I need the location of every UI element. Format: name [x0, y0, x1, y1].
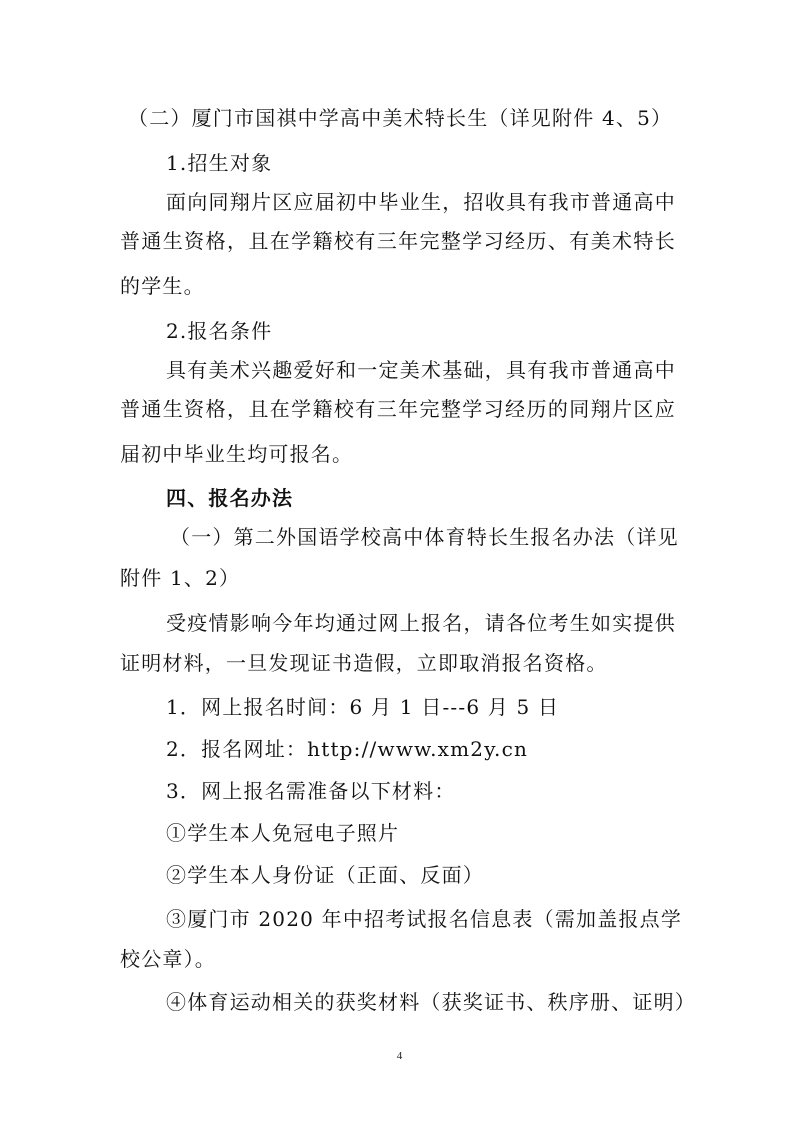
section-heading-guoqi-art: （二）厦门市国祺中学高中美术特长生（详见附件 4、5） [128, 106, 673, 130]
paragraph-line: 普通生资格，且在学籍校有三年完整学习经历、有美术特长 [120, 229, 676, 253]
material-item-awards: ④体育运动相关的获奖材料（获奖证书、秩序册、证明） [166, 990, 696, 1014]
paragraph-line: 面向同翔片区应届初中毕业生，招收具有我市普通高中 [166, 190, 676, 214]
material-item-id-card: ②学生本人身份证（正面、反面） [166, 863, 484, 887]
section-heading-registration-method: 四、报名办法 [166, 486, 294, 510]
subheading-registration-conditions: 2.报名条件 [166, 319, 273, 343]
list-item-materials: 3．网上报名需准备以下材料： [166, 779, 456, 803]
subsection-heading-line: （一）第二外国语学校高中体育特长生报名办法（详见 [170, 525, 679, 549]
paragraph-line: 受疫情影响今年均通过网上报名，请各位考生如实提供 [166, 611, 676, 635]
material-item-photo: ①学生本人免冠电子照片 [166, 821, 400, 845]
page-number: 4 [396, 1050, 403, 1062]
paragraph-line: 证明材料，一旦发现证书造假，立即取消报名资格。 [120, 651, 608, 675]
subsection-heading-line: 附件 1、2） [120, 566, 241, 590]
material-item-info-form: ③厦门市 2020 年中招考试报名信息表（需加盖报点学 [166, 907, 683, 931]
paragraph-line: 具有美术兴趣爱好和一定美术基础，具有我市普通高中 [166, 358, 676, 382]
list-item-registration-url: 2．报名网址：http://www.xm2y.cn [166, 737, 529, 761]
paragraph-line: 届初中毕业生均可报名。 [120, 442, 354, 466]
list-item-registration-time: 1．网上报名时间：6 月 1 日---6 月 5 日 [166, 695, 560, 719]
material-item-info-form-cont: 校公章）。 [120, 947, 216, 971]
subheading-enrollment-target: 1.招生对象 [166, 151, 273, 175]
paragraph-line: 普通生资格，且在学籍校有三年完整学习经历的同翔片区应 [120, 397, 676, 421]
paragraph-line: 的学生。 [120, 274, 205, 298]
